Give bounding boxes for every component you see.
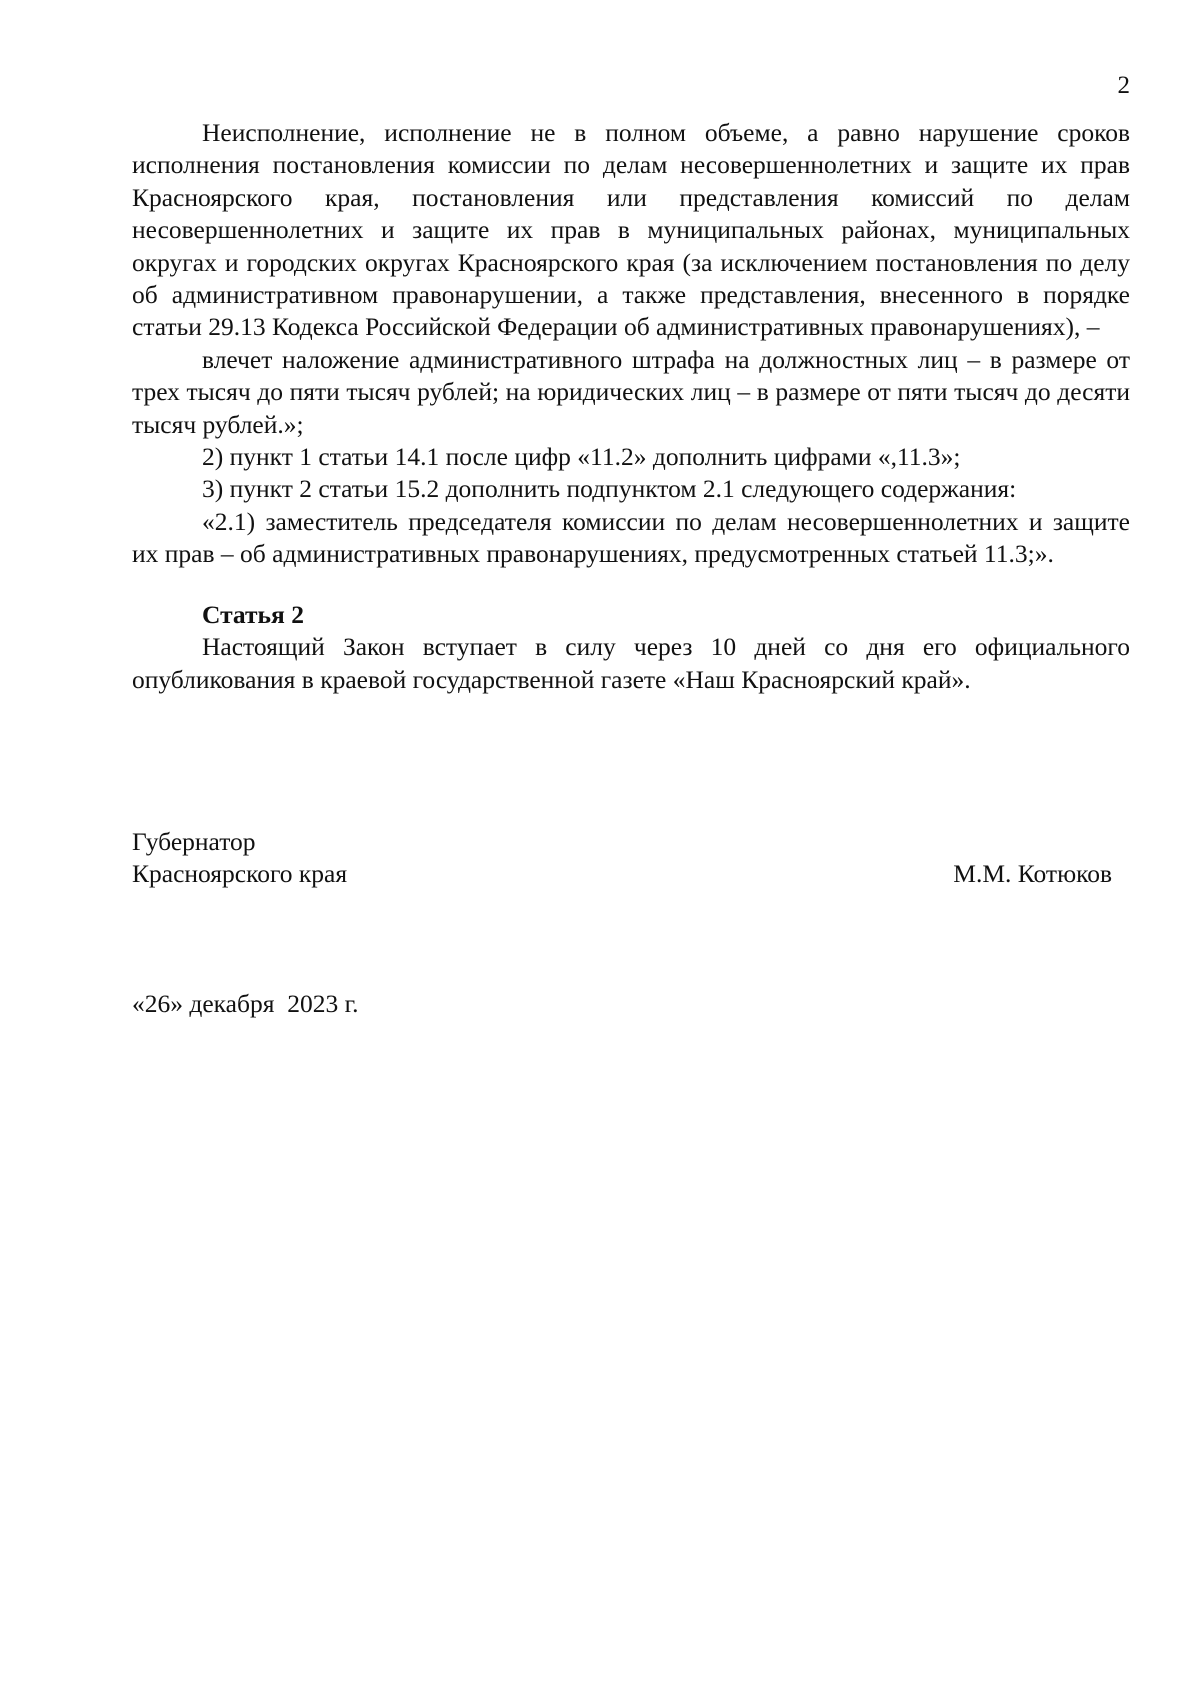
paragraph-penalty: влечет наложение административного штрафа на должностных лиц – в размере от трех тысяч до пяти тысяч рублей; на юридических лиц – в размере от пяти тысяч до десяти тысяч рублей.»; (132, 344, 1130, 439)
signatory-name: М.М. Котюков (953, 859, 1112, 888)
paragraph-amendment-3: 3) пункт 2 статьи 15.2 дополнить подпунктом 2.1 следующего содержания: (202, 474, 1017, 504)
article-2-text: Настоящий Закон вступает в силу через 10 дней со дня его официального опубликования в краевой государственной газете «Наш Красноярский край». (132, 632, 1130, 694)
signatory-position-line2: Красноярского края (132, 859, 348, 888)
signatory-position-line1: Губернатор (132, 827, 256, 856)
page-number: 2 (1117, 72, 1130, 99)
article-2-heading: Статья 2 (202, 599, 304, 629)
signature-row (132, 858, 1112, 890)
paragraph-noncompliance: Неисполнение, исполнение не в полном объеме, а равно нарушение сроков исполнения постановления комиссии по делам несовершеннолетних и защите их прав Красноярского края, постановления или представления комиссий по делам несовершеннолетних и защите их прав в муниципальных районах, муниципальных округах и городских округах Красноярского края (за исключением постановления по делу об административном правонарушении, а также представления, внесенного в порядке статьи 29.13 Кодекса Российской Федерации об административных правонарушениях), – (132, 118, 1130, 342)
signing-date: «26» декабря 2023 г. (132, 989, 359, 1018)
paragraph-subclause-2-1: «2.1) заместитель председателя комиссии по делам несовершеннолетних и защите их прав – об административных правонарушениях, предусмотренных статьей 11.3;». (132, 506, 1130, 569)
paragraph-amendment-2: 2) пункт 1 статьи 14.1 после цифр «11.2» дополнить цифрами «,11.3»; (202, 442, 961, 472)
signature-block (132, 826, 1112, 890)
document-body (132, 117, 1130, 696)
